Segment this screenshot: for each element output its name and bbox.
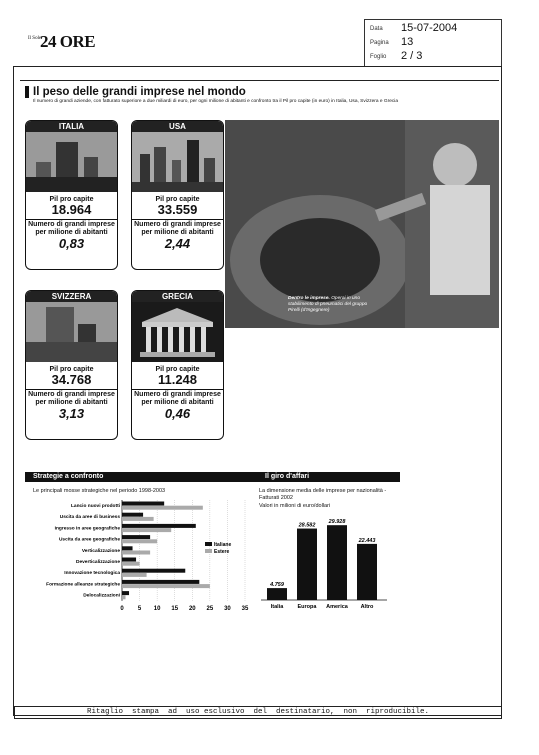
chart1-bar-italiane	[122, 513, 143, 517]
chart1-bar-italiane	[122, 535, 150, 539]
chart1-bar-estere	[122, 573, 147, 577]
country-card-italia	[25, 120, 118, 270]
num-label-line1: Numero di grandi imprese	[134, 221, 221, 228]
photo-caption-text: Operai in uno stabilimento di pneumatici del gruppo Pirelli (d'Ingegnere)	[288, 296, 368, 313]
chart1-legend-label: Estere	[214, 549, 230, 555]
pil-label: Pil pro capite	[155, 366, 200, 373]
chart2-value-label: 29.928	[328, 519, 346, 526]
chart1-category-label: Verticalizzazione	[81, 548, 120, 554]
meta-value-sheet: 2 / 3	[401, 50, 423, 62]
chart1-bar-italiane	[122, 502, 164, 506]
chart1-category-label: Delocalizzazioni	[83, 593, 120, 599]
country-card-svizzera	[25, 290, 118, 440]
meta-value-page: 13	[401, 36, 414, 48]
chart1-bar-italiane	[122, 546, 133, 550]
num-label-line2: per milione di abitanti	[35, 399, 108, 406]
chart2-title: Il giro d'affari	[257, 472, 400, 482]
chart1-bar-estere	[122, 551, 150, 555]
chart2-subtitle2: Valori in milioni di euro/dollari	[259, 503, 331, 509]
pil-value: 34.768	[51, 372, 92, 387]
chart1-category-label: Innovazione tecnologica	[64, 571, 120, 577]
chart1-legend-swatch	[205, 549, 212, 553]
giro-affari-chart	[257, 512, 392, 612]
article-title: Il peso delle grandi imprese nel mondo	[33, 86, 246, 98]
chart2-bar	[357, 544, 377, 600]
newspaper-logo: 24 ORE	[40, 32, 96, 51]
chart2-bar	[327, 525, 347, 600]
chart1-bar-estere	[122, 528, 171, 532]
chart1-bar-italiane	[122, 558, 136, 562]
num-label-line1: Numero di grandi imprese	[28, 221, 115, 228]
chart1-category-label: Ingresso in aree geografiche	[54, 526, 120, 532]
chart2-subtitle: La dimensione media delle imprese per nazionalità - Fatturati 2002	[259, 488, 387, 501]
chart2-value-label: 4.759	[270, 582, 284, 589]
chart2-bar	[267, 588, 287, 600]
num-value: 0,46	[164, 406, 191, 421]
article-subtitle: Il numero di grandi aziende, con fatturato superiore a due miliardi di euro, per ogni milione di abitanti e confronto tra il Pil pro capite (in euro) in Italia, Usa, Svizzera e Grecia	[33, 99, 399, 104]
meta-label-date: Data	[370, 26, 383, 32]
chart1-xtick: 10	[153, 605, 161, 612]
chart1-xtick: 20	[188, 605, 196, 612]
chart1-bar-italiane	[122, 524, 196, 528]
title-marker	[25, 86, 29, 98]
chart1-category-label: Formazione alleanze strategiche	[46, 582, 120, 588]
country-card-grecia	[131, 290, 224, 440]
photo-caption	[288, 296, 378, 314]
document-meta-box	[364, 19, 502, 67]
parthenon-image	[132, 302, 223, 362]
country-card-usa	[131, 120, 224, 270]
chart1-xtick: 35	[241, 605, 249, 612]
photo-caption-bold: Dentro le imprese.	[288, 296, 330, 301]
num-label-line2: per milione di abitanti	[141, 399, 214, 406]
country-name: ITALIA	[26, 121, 117, 132]
chart1-bar-estere	[122, 584, 210, 588]
chart1-xtick: 30	[224, 605, 231, 612]
chart1-subtitle: Le principali mosse strategiche nel periodo 1998-2003	[33, 488, 166, 494]
chart1-xtick: 0	[120, 605, 124, 612]
chart1-xtick: 5	[137, 605, 142, 612]
chart1-bar-italiane	[122, 591, 129, 595]
num-value: 3,13	[58, 406, 85, 421]
pil-value: 33.559	[157, 202, 198, 217]
city-skyline-image	[132, 132, 223, 192]
meta-divider	[364, 19, 365, 65]
top-rule	[20, 80, 499, 81]
chart1-category-label: Deverticalizzazione	[76, 560, 120, 565]
chart1-bar-estere	[122, 595, 126, 599]
pil-value: 18.964	[51, 202, 92, 217]
chart2-value-label: 22.443	[358, 537, 376, 544]
meta-label-page: Pagina	[370, 40, 389, 46]
chart2-category-label: Italia	[270, 604, 284, 610]
chart1-bar-estere	[122, 539, 157, 543]
chart2-category-label: America	[326, 604, 348, 610]
chart1-bar-italiane	[122, 569, 185, 573]
chart2-category-label: Altro	[360, 604, 374, 610]
chart2-category-label: Europa	[297, 604, 317, 610]
footer-notice: Ritaglio stampa ad uso esclusivo del destinatario, non riproducibile.	[14, 706, 502, 719]
pil-label: Pil pro capite	[49, 196, 94, 203]
country-name: USA	[132, 121, 223, 132]
chart1-xtick: 15	[171, 605, 179, 612]
chart1-bar-italiane	[122, 580, 199, 584]
pil-label: Pil pro capite	[155, 196, 200, 203]
chart1-title: Strategie a confronto	[25, 472, 258, 482]
chart1-legend-label: Italiane	[214, 542, 232, 548]
pil-label: Pil pro capite	[49, 366, 94, 373]
chart1-category-label: Lancio nuovi prodotti	[70, 504, 120, 509]
city-skyline-image	[26, 132, 117, 192]
chart1-bar-estere	[122, 562, 140, 566]
logo-prefix: Il Sole	[28, 36, 42, 41]
num-label-line2: per milione di abitanti	[35, 229, 108, 236]
chart1-category-label: Uscita da aree di business	[59, 515, 120, 521]
chart1-bar-estere	[122, 517, 154, 521]
chart2-bar	[297, 529, 317, 600]
num-value: 2,44	[164, 236, 191, 251]
chart1-bar-estere	[122, 506, 203, 510]
meta-value-date: 15-07-2004	[401, 22, 458, 34]
num-label-line2: per milione di abitanti	[141, 229, 214, 236]
strategie-chart	[25, 496, 255, 614]
chart2-value-label: 28.582	[298, 522, 316, 529]
country-name: SVIZZERA	[26, 291, 117, 302]
chart1-xtick: 25	[206, 605, 214, 612]
chart1-category-label: Uscita da aree geografiche	[58, 537, 120, 543]
meta-label-sheet: Foglio	[370, 54, 387, 60]
num-value: 0,83	[58, 236, 85, 251]
num-label-line1: Numero di grandi imprese	[134, 391, 221, 398]
num-label-line1: Numero di grandi imprese	[28, 391, 115, 398]
chart1-legend-swatch	[205, 542, 212, 546]
country-name: GRECIA	[132, 291, 223, 302]
city-skyline-image	[26, 302, 117, 362]
pil-value: 11.248	[157, 372, 198, 387]
